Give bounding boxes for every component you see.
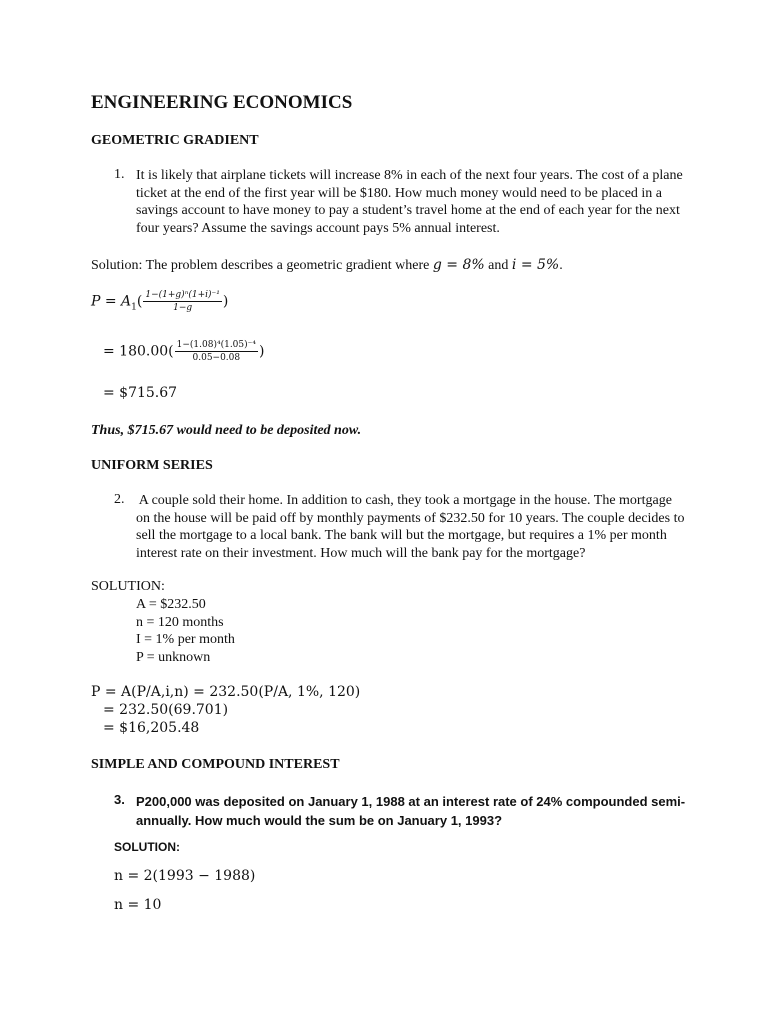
document-title: ENGINEERING ECONOMICS (91, 92, 353, 113)
given-item: I = 1% per month (136, 632, 235, 647)
formula-substitution: = 180.00( $\frac{\text{1−(1.08)⁴(1.05)⁻⁴}}{0.05-0.08}$ ) (103, 340, 265, 363)
problem-number: 2. (114, 492, 125, 507)
section-heading-simple-compound-interest: SIMPLE AND COMPOUND INTEREST (91, 757, 340, 772)
problem-line: annually. How much would the sum be on January 1, 1993? (136, 813, 503, 828)
formula-result: = $715.67 (103, 385, 178, 401)
problem-line: ticket at the end of the first year will be $180. How much money would need to be placed in a (136, 185, 663, 201)
problem-line: savings account to have money to pay a student’s travel home at the end of each year for the next (136, 203, 680, 218)
equation-present-worth: P = A(P/A,i,n) = 232.50(P/A, 1%, 120) (91, 684, 361, 700)
formula-lhs: P = A (91, 293, 132, 310)
problem-3-text (136, 792, 685, 830)
formula-sub: 1 (131, 302, 137, 313)
problem-number: 3. (114, 792, 125, 807)
and-text: and (484, 258, 512, 273)
given-item: P = unknown (136, 649, 211, 665)
solution-text: Solution: The problem describes a geometric gradient where (91, 258, 433, 273)
problem-line: on the house will be paid off by monthly payments of $232.50 for 10 years. The couple decides to (136, 510, 685, 526)
givens-list (136, 596, 235, 666)
equation-substitution: = 232.50(69.701) (103, 702, 229, 718)
substitution-denominator: 0.05−0.08 (192, 353, 241, 363)
given-item: A = $232.50 (136, 597, 206, 612)
g-value: g = 8% (432, 257, 485, 273)
given-item: n = 120 months (136, 614, 224, 630)
substitution-lhs: = 180.00( (103, 343, 174, 360)
solution-statement: Solution: The problem describes a geometric gradient where g = 8% and i = 5%. (91, 257, 563, 273)
solution-label: SOLUTION: (91, 579, 165, 594)
problem-number: 1. (114, 167, 125, 182)
equation-periods: n = 2(1993 − 1988) (114, 868, 256, 884)
formula-denominator: 1−g (173, 303, 193, 313)
formula-numerator: 1−(1+g)ⁿ(1+i)⁻¹ (145, 290, 220, 300)
section-heading-uniform-series: UNIFORM SERIES (91, 458, 213, 473)
i-value: i = 5% (511, 257, 560, 273)
problem-line: four years? Assume the savings account pays 5% annual interest. (136, 220, 500, 236)
problem-line: interest rate on their investment. How much will the bank pay for the mortgage? (136, 545, 586, 561)
equation-result: = $16,205.48 (103, 720, 200, 736)
problem-line: It is likely that airplane tickets will increase 8% in each of the next four years. The cost of a plane (136, 168, 683, 183)
problem-2-text (136, 492, 684, 562)
section-heading-geometric-gradient: GEOMETRIC GRADIENT (91, 133, 259, 148)
conclusion-text: Thus, $715.67 would need to be deposited now. (91, 423, 362, 438)
problem-line: sell the mortgage to a local bank. The bank will but the mortgage, but requires a 1% per month (136, 528, 667, 543)
solution-label: SOLUTION: (114, 840, 180, 854)
equation-periods-result: n = 10 (114, 897, 162, 913)
substitution-numerator: 1−(1.08)⁴(1.05)⁻⁴ (176, 340, 256, 350)
problem-line: A couple sold their home. In addition to cash, they took a mortgage in the house. The mortgage (136, 493, 672, 508)
problem-1-text (136, 167, 683, 237)
formula-geometric-gradient: $P = A_1$( $\frac{\text{1−(1+g)ⁿ(1+i)⁻¹}}{1-g}$ ) (91, 290, 229, 313)
problem-line: P200,000 was deposited on January 1, 1988 at an interest rate of 24% compounded semi- (136, 794, 686, 809)
